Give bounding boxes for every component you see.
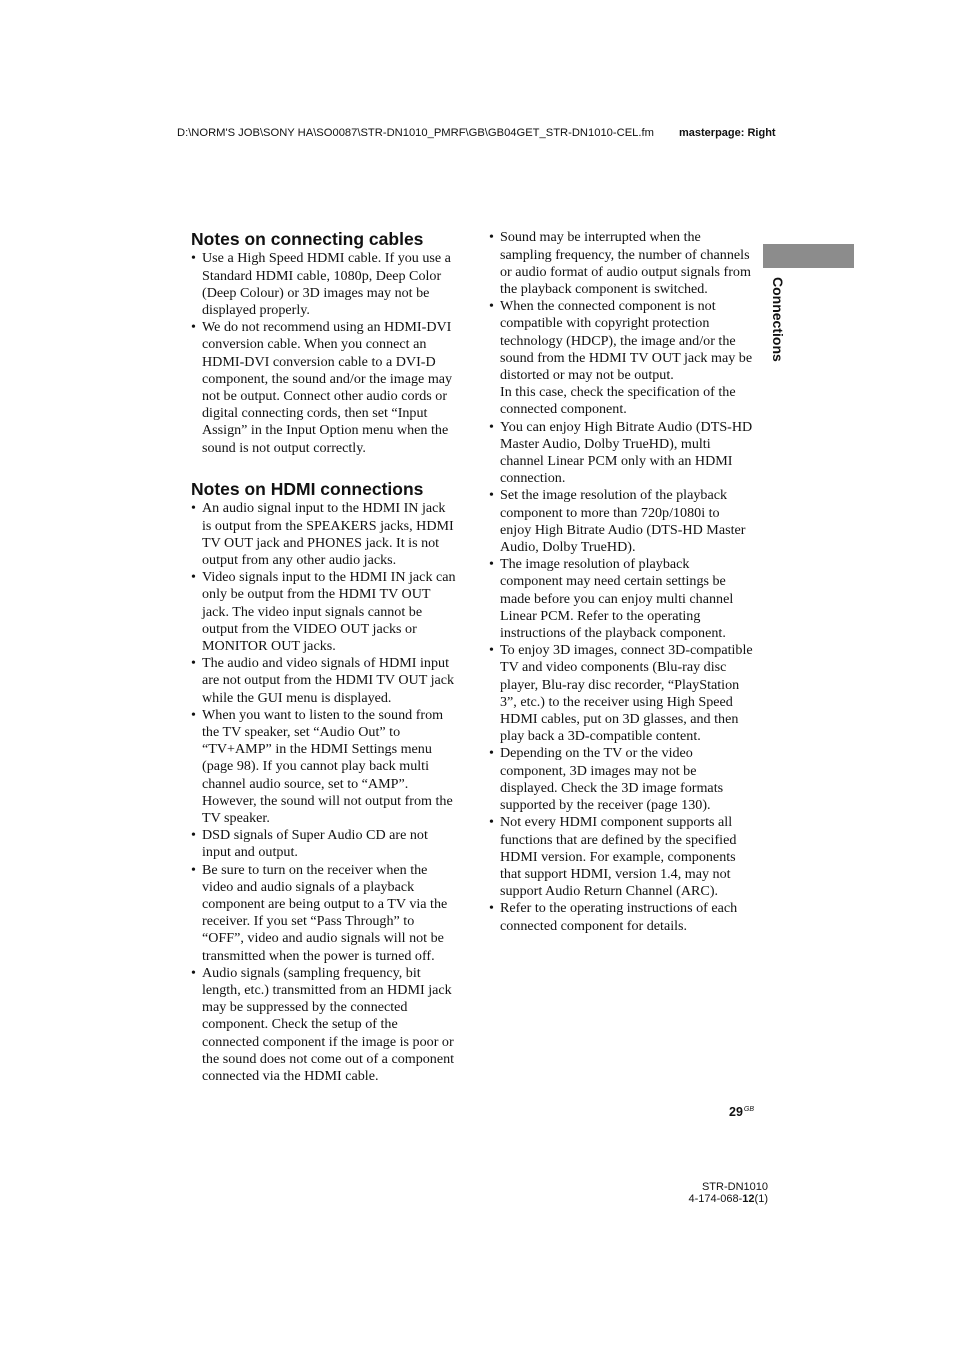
page-number-suffix: GB — [743, 1106, 755, 1113]
footer — [688, 1182, 768, 1205]
list-item-text: • Video signals input to the HDMI IN jack can only be output from the HDMI TV OUT jack. The video input signals cannot be output from the VIDEO OUT jacks or MONITOR OUT jacks. — [202, 569, 456, 655]
list-item — [489, 900, 753, 934]
bullet-list-hdmi-connections — [191, 500, 456, 1085]
section-tab-label: Connections — [770, 277, 786, 362]
list-item-text: • Sound may be interrupted when the sampling frequency, the number of channels or audio format of audio output signals from the playback component is switched. — [500, 229, 751, 297]
page-number-value: 29 — [729, 1105, 743, 1119]
list-item — [191, 569, 456, 655]
list-item-text: • You can enjoy High Bitrate Audio (DTS-HD Master Audio, Dolby TrueHD), multi channel Linear PCM only with an HDMI connection. — [500, 418, 753, 487]
list-item — [489, 745, 753, 814]
document-code-prefix: 4-174-068- — [688, 1192, 743, 1205]
list-item — [191, 655, 456, 707]
list-item — [489, 556, 753, 642]
list-item — [191, 965, 456, 1085]
list-item-text: • Audio signals (sampling frequency, bit length, etc.) transmitted from an HDMI jack may be suppressed by the connected component. Check the setup of the connected component if the image is poor or the sound does not come out of a component connected via the HDMI cable. — [202, 964, 455, 1085]
list-item — [489, 229, 753, 298]
list-item-text: • An audio signal input to the HDMI IN jack is output from the SPEAKERS jacks, HDMI TV OUT jack and PHONES jack. It is not output from any other audio jacks. — [202, 500, 454, 568]
list-item-text: • Depending on the TV or the video component, 3D images may not be displayed. Check the 3D image formats supported by the receiver (page 130). — [500, 745, 724, 814]
list-item — [191, 250, 452, 319]
list-item — [191, 707, 456, 827]
list-item-text: • Refer to the operating instructions of each connected component for details. — [500, 900, 738, 934]
model-number: STR-DN1010 — [701, 1181, 768, 1193]
masterpage-label: masterpage: Right — [679, 127, 776, 139]
list-item — [489, 419, 753, 488]
file-path-header: D:\NORM'S JOB\SONY HA\SO0087\STR-DN1010_PMRF\GB\GB04GET_STR-DN1010-CEL.fm — [177, 127, 654, 139]
list-item — [191, 500, 456, 569]
section-heading-connecting-cables: Notes on connecting cables — [191, 229, 424, 249]
section-tab — [763, 244, 854, 268]
list-item — [191, 319, 452, 457]
list-item-text: • Not every HDMI component supports all functions that are defined by the specified HDMI version. For example, components that support HDMI, version 1.4, may not support Audio Return Channel (ARC). — [500, 814, 737, 900]
list-item-text: • When the connected component is not compatible with copyright protection technology (HDCP), the image and/or the sound from the HDMI TV OUT jack may be distorted or may not be output. In this case, check the specification of the connected component. — [500, 298, 753, 418]
list-item-text: • We do not recommend using an HDMI-DVI conversion cable. When you connect an HDMI-DVI conversion cable to a DVI-D component, the sound and/or the image may not be output. Connect other audio cords or digital connecting cords, then set “Input Assign” in the Input Option menu when the sound is not output correctly. — [202, 319, 453, 456]
document-code-revision: 12 — [742, 1192, 755, 1205]
list-item-text: • Set the image resolution of the playback component to more than 720p/1080i to enjoy High Bitrate Audio (DTS-HD Master Audio, Dolby TrueHD). — [500, 487, 746, 556]
section-heading-hdmi-connections: Notes on HDMI connections — [191, 479, 424, 499]
document-code — [688, 1194, 768, 1206]
list-item — [489, 298, 753, 418]
list-item — [191, 862, 456, 965]
bullet-list-connecting-cables — [191, 250, 452, 456]
list-item-text: • DSD signals of Super Audio CD are not input and output. — [202, 827, 428, 861]
list-item — [489, 642, 753, 745]
list-item-text: • When you want to listen to the sound from the TV speaker, set “Audio Out” to “TV+AMP” in the HDMI Settings menu (page 98). If you cannot play back multi channel audio source, set to “AMP”. However, the sound will not output from the TV speaker. — [202, 706, 453, 827]
list-item-text: • Be sure to turn on the receiver when the video and audio signals of a playback component are being output to a TV via the receiver. If you set “Pass Through” to “OFF”, video and audio signals will not be transmitted when the power is turned off. — [202, 861, 448, 964]
list-item — [191, 827, 456, 861]
list-item-text: • To enjoy 3D images, connect 3D-compatible TV and video components (Blu-ray disc player, Blu-ray disc recorder, “PlayStation 3”, etc.) to the receiver using High Speed HDMI cables, put on 3D glasses, and then play back a 3D-compatible content. — [500, 642, 753, 745]
list-item — [489, 814, 753, 900]
list-item — [489, 487, 753, 556]
list-item-text: • The image resolution of playback component may need certain settings be made before you can enjoy multi channel Linear PCM. Refer to the operating instructions of the playback component. — [500, 556, 734, 642]
list-item-text: • The audio and video signals of HDMI input are not output from the HDMI TV OUT jack while the GUI menu is displayed. — [202, 655, 455, 706]
page-number — [729, 1102, 754, 1120]
document-code-suffix: (1) — [754, 1192, 768, 1205]
list-item-text: • Use a High Speed HDMI cable. If you use a Standard HDMI cable, 1080p, Deep Color (Deep Colour) or 3D images may not be displayed properly. — [202, 250, 451, 318]
bullet-list-hdmi-connections-continued — [489, 229, 753, 934]
